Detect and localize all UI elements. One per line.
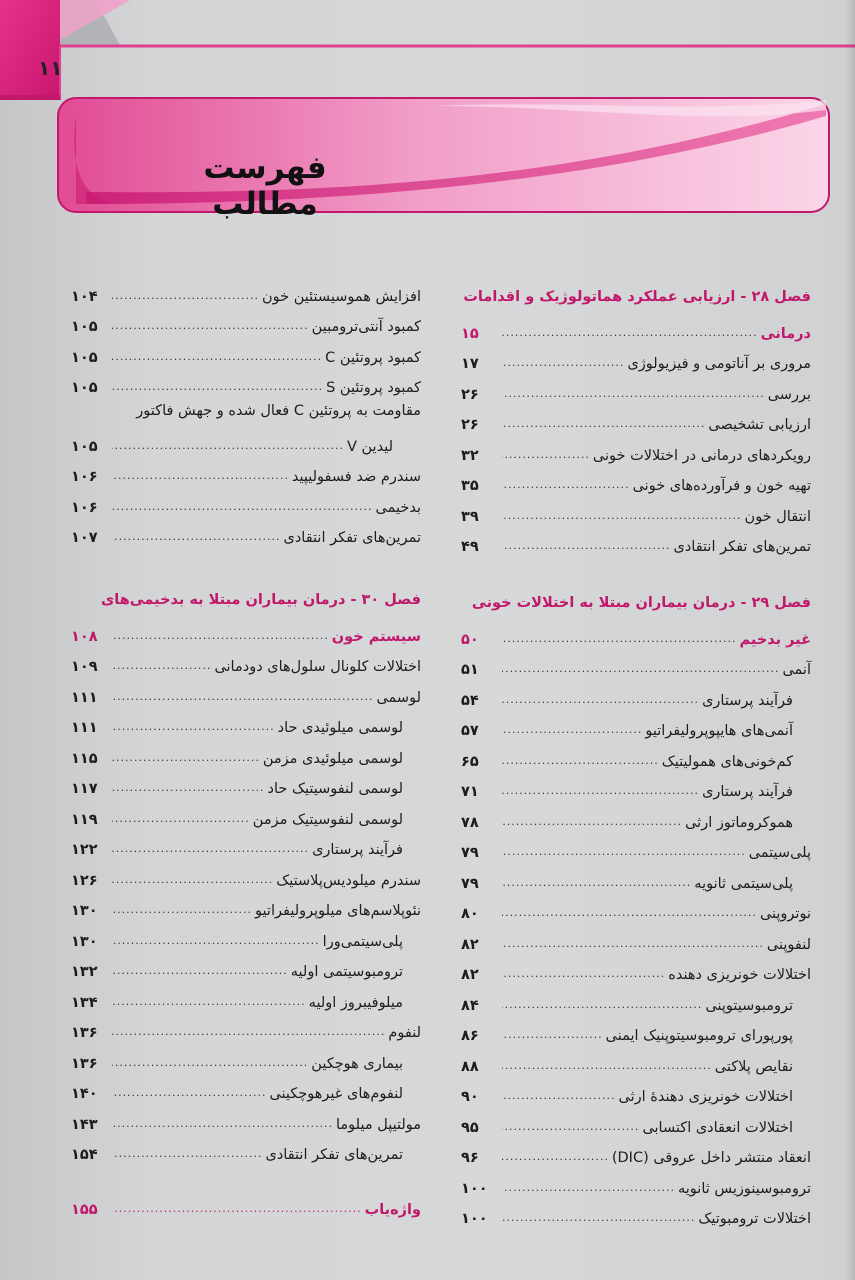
toc-label: نقایص پلاکتی <box>714 1058 793 1075</box>
toc-entry[interactable] <box>71 646 421 677</box>
spacer <box>461 556 811 588</box>
toc-page: ۸۲ <box>461 967 479 983</box>
toc-page: ۱۰۰ <box>461 1211 488 1227</box>
leader-dots <box>112 470 289 482</box>
toc-label: هموکروماتوز ارثی <box>685 814 793 831</box>
resistance-entry-line2[interactable] <box>71 425 421 456</box>
toc-page: ۸۶ <box>461 1028 479 1044</box>
toc-page: ۱۳۰ <box>71 933 98 950</box>
toc-entry[interactable] <box>461 1167 811 1198</box>
toc-label: ترومبوسیتوپنی <box>705 997 793 1014</box>
toc-label: تهیه خون و فرآورده‌های خونی <box>632 478 811 494</box>
leader-dots <box>112 996 306 1008</box>
leader-dots <box>112 721 275 733</box>
toc-label: تمرین‌های تفکر انتقادی <box>283 530 421 546</box>
leader-dots <box>502 877 691 889</box>
leader-dots <box>502 1121 639 1133</box>
toc-page: ۱۱۷ <box>71 781 98 797</box>
toc-entry[interactable] <box>71 1042 421 1073</box>
toc-page: ۱۵۴ <box>71 1147 98 1163</box>
leader-dots <box>502 510 742 522</box>
toc-page: ۸۸ <box>461 1058 479 1075</box>
toc-page: ۲۶ <box>461 417 479 433</box>
toc-label: کمبود پروتئین C <box>325 349 421 366</box>
leader-dots <box>112 630 329 642</box>
toc-label: اختلالات انعقادی اکتسابی <box>642 1119 793 1136</box>
toc-page: ۱۳۴ <box>71 994 98 1011</box>
toc-page: ۱۴۳ <box>71 1116 98 1133</box>
toc-entry[interactable] <box>71 981 421 1012</box>
toc-page: ۸۴ <box>461 997 479 1014</box>
leader-dots <box>502 1029 603 1041</box>
top-decoration <box>0 0 855 110</box>
toc-page: ۲۶ <box>461 386 479 403</box>
toc-page: ۵۷ <box>461 723 479 739</box>
toc-label: میلوفیبروز اولیه <box>308 994 403 1011</box>
toc-entry[interactable] <box>461 1076 811 1107</box>
leader-dots <box>112 965 288 977</box>
toc-entry[interactable] <box>461 984 811 1015</box>
toc-label: ترومبوسینوزیس ثانویه <box>678 1180 811 1197</box>
toc-page: ۱۰۵ <box>71 380 98 396</box>
toc-entry[interactable] <box>461 1198 811 1229</box>
toc-label: اختلالات کلونال سلول‌های دودمانی <box>214 659 421 675</box>
leader-dots <box>502 479 630 491</box>
toc-page: ۱۰۹ <box>71 659 98 675</box>
toc-page: ۱۰۵ <box>71 349 98 366</box>
leader-dots <box>112 752 260 764</box>
toc-page: ۱۱۵ <box>71 750 98 767</box>
toc-entry[interactable] <box>461 771 811 802</box>
toc-page: ۱۰۸ <box>71 628 98 645</box>
toc-entry[interactable] <box>461 434 811 465</box>
leader-dots <box>112 351 322 363</box>
leader-dots <box>112 1148 262 1160</box>
leader-dots <box>502 357 624 369</box>
leader-dots <box>502 1151 609 1163</box>
chapter-29-heading: فصل ۲۹ - درمان بیماران مبتلا به اختلالات خونی <box>471 595 811 611</box>
toc-entry[interactable] <box>71 456 421 487</box>
leader-dots <box>502 938 764 950</box>
toc-entry[interactable] <box>71 275 421 306</box>
toc-entry[interactable] <box>461 954 811 985</box>
toc-label: افزایش هموسیستئین خون <box>262 288 421 305</box>
page-edge-shadow <box>845 0 855 1280</box>
toc-left-column <box>71 275 421 1219</box>
spacer <box>71 1164 421 1188</box>
toc-entry[interactable] <box>461 832 811 863</box>
leader-dots <box>112 1203 362 1215</box>
toc-label: کمبود آنتی‌ترومبین <box>311 319 421 335</box>
toc-entry[interactable] <box>71 920 421 951</box>
toc-page: ۱۲۲ <box>71 842 98 858</box>
toc-page: ۵۱ <box>461 662 479 678</box>
thrombotic-subitems-list-2 <box>71 456 421 548</box>
toc-entry[interactable] <box>71 517 421 548</box>
leader-dots <box>112 381 323 393</box>
leader-dots <box>502 694 699 706</box>
leader-dots <box>112 782 265 794</box>
toc-label: فرآیند پرستاری <box>702 784 793 800</box>
toc-label: نوتروپنی <box>759 906 811 922</box>
leader-dots <box>502 816 682 828</box>
toc-page: ۱۵۵ <box>71 1201 98 1218</box>
toc-label: انعقاد منتشر داخل عروقی (DIC) <box>611 1150 811 1166</box>
toc-page: ۵۰ <box>461 631 479 648</box>
toc-page: ۱۰۵ <box>71 438 98 455</box>
toc-page: ۱۰۰ <box>461 1180 488 1197</box>
toc-page: ۹۵ <box>461 1119 479 1136</box>
leader-dots <box>112 1118 333 1130</box>
toc-label: لوسمی میلوئیدی مزمن <box>262 750 403 767</box>
leader-dots <box>502 1090 616 1102</box>
toc-entry[interactable] <box>71 768 421 799</box>
toc-label: ارزیابی تشخیصی <box>708 417 811 433</box>
toc-label: اختلالات خونریزی دهندهٔ ارثی <box>618 1089 793 1105</box>
toc-label: تمرین‌های تفکر انتقادی <box>265 1147 403 1163</box>
toc-page: ۷۸ <box>461 814 479 831</box>
toc-label: بررسی <box>767 386 811 403</box>
toc-entry[interactable] <box>461 1015 811 1046</box>
toc-entry[interactable] <box>461 679 811 710</box>
toc-entry[interactable] <box>71 859 421 890</box>
toc-page: ۱۰۷ <box>71 530 98 546</box>
toc-entry[interactable] <box>461 373 811 404</box>
leader-dots <box>112 1057 308 1069</box>
toc-page: ۱۱۱ <box>71 689 98 706</box>
leader-dots <box>112 531 280 543</box>
leader-dots <box>502 540 670 552</box>
toc-page: ۷۱ <box>461 784 479 800</box>
leader-dots <box>502 1212 695 1224</box>
leader-dots <box>502 999 702 1011</box>
toc-entry[interactable] <box>71 798 421 829</box>
toc-label: لوسمی <box>376 689 421 706</box>
toc-entry[interactable] <box>71 336 421 367</box>
toc-entry[interactable] <box>71 1103 421 1134</box>
toc-page: ۱۱۱ <box>71 720 98 736</box>
chapter-28-list <box>461 343 811 557</box>
toc-label: سیستم خون <box>331 628 421 645</box>
toc-page: ۱۰۶ <box>71 469 98 485</box>
toc-page: ۱۰۵ <box>71 319 98 335</box>
chapter-30-heading: فصل ۳۰ - درمان بیماران مبتلا به بدخیمی‌های <box>100 592 421 608</box>
toc-page: ۴۹ <box>461 539 479 555</box>
leader-dots <box>502 1182 675 1194</box>
toc-label: لنفوم‌های غیرهوچکینی <box>269 1086 403 1102</box>
leader-dots <box>112 904 252 916</box>
toc-page: ۳۵ <box>461 478 479 494</box>
toc-entry[interactable] <box>71 829 421 860</box>
leader-dots <box>502 327 758 339</box>
toc-label: بدخیمی <box>375 499 421 516</box>
spacer <box>71 547 421 585</box>
toc-page: ۳۲ <box>461 447 479 464</box>
toc-label: پورپورای ترومبوسیتوپنیک ایمنی <box>605 1028 793 1044</box>
toc-label: آنمی‌های هایپوپرولیفراتیو <box>645 723 793 739</box>
toc-label: مروری بر آناتومی و فیزیولوژی <box>627 356 811 372</box>
toc-label: لوسمی لنفوسیتیک مزمن <box>252 811 403 828</box>
toc-entry[interactable] <box>461 649 811 680</box>
toc-entry[interactable] <box>461 740 811 771</box>
leader-dots <box>502 663 779 675</box>
toc-page: ۸۰ <box>461 906 479 922</box>
toc-label: ترومبوسیتمی اولیه <box>290 964 403 980</box>
leader-dots <box>502 388 765 400</box>
toc-label: پلی‌سیتمی ثانویه <box>694 875 793 892</box>
toc-entry[interactable] <box>461 404 811 435</box>
toc-entry[interactable] <box>461 893 811 924</box>
chapter-29-list <box>461 649 811 1229</box>
leader-dots <box>112 501 373 513</box>
toc-entry[interactable] <box>461 526 811 557</box>
chapter-29-heading-cont[interactable] <box>461 618 811 649</box>
chapter-30-list <box>71 646 421 1165</box>
toc-entry[interactable] <box>461 862 811 893</box>
index-entry[interactable] <box>71 1188 421 1219</box>
toc-entry[interactable] <box>71 306 421 337</box>
toc-page: ۵۴ <box>461 692 479 709</box>
toc-label: مولتیپل میلوما <box>335 1116 421 1133</box>
leader-dots <box>112 660 211 672</box>
toc-page: ۱۳۲ <box>71 964 98 980</box>
toc-label: فرآیند پرستاری <box>312 842 403 858</box>
toc-page: ۱۳۶ <box>71 1025 98 1041</box>
toc-page: ۱۱۹ <box>71 811 98 828</box>
leader-dots <box>112 691 373 703</box>
toc-label: پلی‌سیتمی <box>748 845 811 861</box>
leader-dots <box>112 935 320 947</box>
leader-dots <box>502 724 642 736</box>
toc-entry[interactable] <box>71 1012 421 1043</box>
toc-label: کمبود پروتئین S <box>326 380 421 396</box>
toc-entry[interactable] <box>461 1137 811 1168</box>
toc-page: ۱۰۶ <box>71 499 98 516</box>
chapter-28-heading: فصل ۲۸ - ارزیابی عملکرد هماتولوژیک و اقدامات <box>463 289 811 305</box>
leader-dots <box>502 418 705 430</box>
toc-page: ۱۰۴ <box>71 288 98 305</box>
toc-entry[interactable] <box>461 1045 811 1076</box>
toc-label: غیر بدخیم <box>739 631 811 648</box>
toc-entry[interactable] <box>71 951 421 982</box>
thrombotic-subitems-list <box>71 275 421 397</box>
toc-entry[interactable] <box>461 343 811 374</box>
toc-page: ۳۹ <box>461 508 479 525</box>
toc-right-column <box>461 282 811 1228</box>
toc-label: انتقال خون <box>744 508 811 525</box>
toc-entry[interactable] <box>71 367 421 398</box>
toc-page: ۱۲۶ <box>71 872 98 889</box>
leader-dots <box>502 846 746 858</box>
toc-label: آنمی <box>782 662 811 678</box>
chapter-30-heading-cont[interactable] <box>71 615 421 646</box>
toc-entry[interactable] <box>461 465 811 496</box>
leader-dots <box>502 968 665 980</box>
leader-dots <box>502 449 590 461</box>
toc-label: لوسمی میلوئیدی حاد <box>277 720 403 736</box>
leader-dots <box>112 1026 385 1038</box>
toc-label: لیدین V <box>346 438 393 455</box>
toc-entry[interactable] <box>71 707 421 738</box>
toc-entry[interactable] <box>461 923 811 954</box>
resistance-entry-line1[interactable]: مقاومت به پروتئین C فعال شده و جهش فاکتور <box>136 403 421 419</box>
toc-entry[interactable] <box>71 486 421 517</box>
toc-label: اختلالات ترومبوتیک <box>698 1211 811 1227</box>
toc-label: سندرم میلودیس‌پلاستیک <box>276 872 421 889</box>
leader-dots <box>112 290 259 302</box>
toc-entry[interactable] <box>461 1106 811 1137</box>
page-number: ۱۱ <box>38 56 63 80</box>
toc-page: ۱۴۰ <box>71 1086 98 1102</box>
toc-label: لنفوم <box>388 1025 421 1041</box>
leader-dots <box>112 874 273 886</box>
toc-label: درمانی <box>760 325 811 342</box>
toc-entry[interactable] <box>71 676 421 707</box>
toc-page: ۷۹ <box>461 875 479 892</box>
toc-label: نئوپلاسم‌های میلوپرولیفراتیو <box>255 903 421 919</box>
leader-dots <box>502 755 659 767</box>
toc-page: ۱۵ <box>461 325 479 342</box>
toc-entry[interactable] <box>461 495 811 526</box>
toc-page: ۹۶ <box>461 1150 479 1166</box>
chapter-28-heading-cont[interactable] <box>461 312 811 343</box>
toc-page: ۹۰ <box>461 1089 479 1105</box>
toc-page: ۱۷ <box>461 356 479 372</box>
toc-entry[interactable] <box>71 737 421 768</box>
toc-label: رویکردهای درمانی در اختلالات خونی <box>592 447 811 464</box>
page-title: فهرست مطالب <box>203 150 327 222</box>
toc-entry[interactable] <box>71 1073 421 1104</box>
leader-dots <box>112 320 309 332</box>
toc-label: پلی‌سیتمی‌ورا <box>322 933 403 950</box>
leader-dots <box>112 813 250 825</box>
toc-label: سندرم ضد فسفولیپید <box>291 469 421 485</box>
toc-label: فرآیند پرستاری <box>702 692 793 709</box>
toc-label: بیماری هوچکین <box>311 1055 403 1072</box>
toc-label: واژه‌یاب <box>364 1201 421 1218</box>
leader-dots <box>502 1060 712 1072</box>
toc-page: ۱۳۶ <box>71 1055 98 1072</box>
leader-dots <box>502 785 699 797</box>
toc-entry[interactable] <box>71 1134 421 1165</box>
toc-label: لنفوپنی <box>766 936 811 953</box>
toc-label: لوسمی لنفوسیتیک حاد <box>267 781 403 797</box>
toc-entry[interactable] <box>71 890 421 921</box>
toc-label: تمرین‌های تفکر انتقادی <box>673 539 811 555</box>
leader-dots <box>112 843 309 855</box>
leader-dots <box>502 633 737 645</box>
leader-dots <box>502 907 757 919</box>
toc-page: ۷۹ <box>461 845 479 861</box>
leader-dots <box>112 1087 266 1099</box>
toc-entry[interactable] <box>461 710 811 741</box>
toc-page: ۱۳۰ <box>71 903 98 919</box>
toc-label: کم‌خونی‌های همولیتیک <box>661 753 793 770</box>
toc-page: ۸۲ <box>461 936 479 953</box>
toc-entry[interactable] <box>461 801 811 832</box>
toc-page: ۶۵ <box>461 753 479 770</box>
toc-label: اختلالات خونریزی دهنده <box>668 967 811 983</box>
leader-dots <box>112 440 344 452</box>
